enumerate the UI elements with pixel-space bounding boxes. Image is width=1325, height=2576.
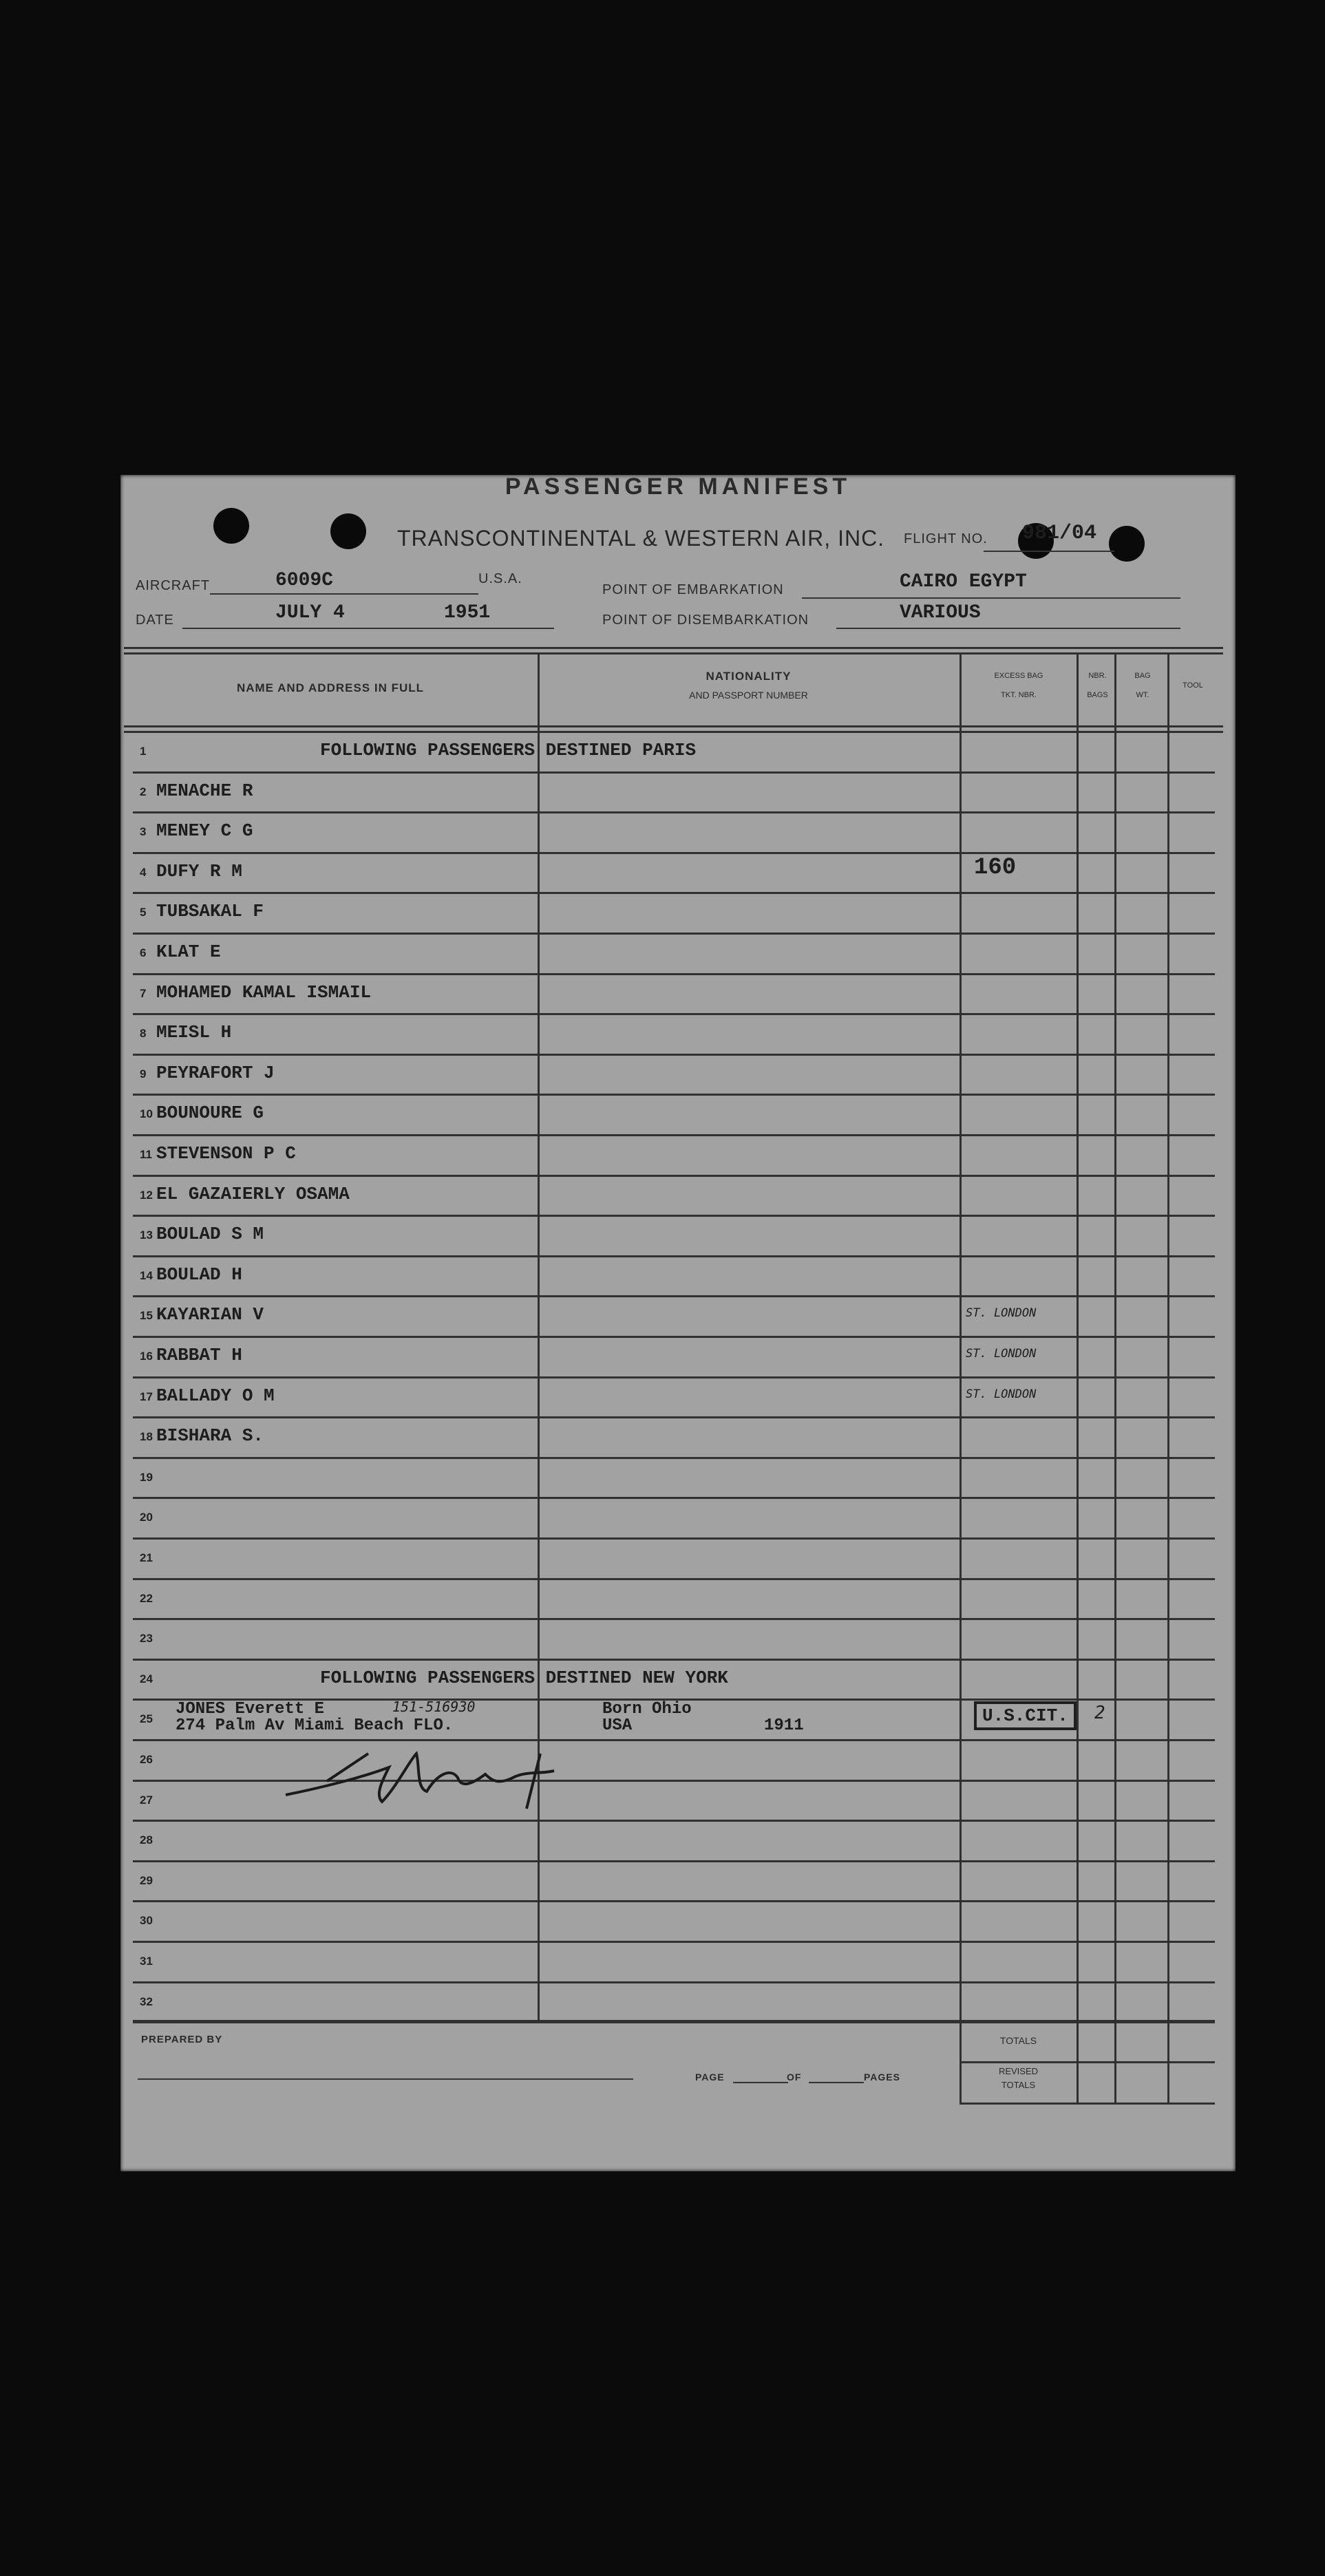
row-rule [133,1659,1215,1661]
column-header-nbr: NBR. [1088,672,1107,680]
row-rule [133,771,1215,774]
bags-count: 2 [1094,1703,1105,1723]
row-number: 30 [140,1914,153,1928]
passenger-name: KLAT E [156,941,221,962]
row-number: 26 [140,1753,153,1766]
destination-heading: FOLLOWING PASSENGERS DESTINED NEW YORK [320,1667,728,1688]
date-label: DATE [136,613,174,628]
row-rule [133,1457,1215,1459]
column-header-ticket: TKT. NBR. [1001,691,1037,699]
passenger-name: EL GAZAIERLY OSAMA [156,1183,350,1204]
disembarkation-label: POINT OF DISEMBARKATION [602,613,809,628]
row-number: 9 [140,1067,147,1081]
aircraft-value: 6009C [275,570,334,591]
row-number: 31 [140,1955,153,1968]
passenger-name: MEISL H [156,1022,232,1043]
passenger-name: DUFY R M [156,860,242,882]
passenger-birth-year: 1911 [764,1716,804,1735]
row-rule [133,1336,1215,1338]
row-rule [133,1537,1215,1540]
punch-hole [330,513,366,549]
row-rule [133,1578,1215,1580]
row-rule [133,1215,1215,1217]
date-month-day: JULY 4 [275,602,345,624]
row-rule [133,933,1215,935]
column-header-wt: WT. [1136,691,1149,699]
passenger-nationality: USA [602,1716,633,1735]
row-number: 32 [140,1994,153,2008]
usa-label: U.S.A. [478,571,522,586]
embarkation-value: CAIRO EGYPT [900,571,1027,593]
column-header-excess: EXCESS BAG [994,672,1043,680]
passenger-name: MENEY C G [156,820,253,842]
passenger-name: STEVENSON P C [156,1143,296,1164]
passenger-name: MOHAMED KAMAL ISMAIL [156,981,372,1003]
passenger-name: RABBAT H [156,1345,242,1365]
us-citizen-stamp: U.S.CIT. [974,1701,1077,1730]
row-rule [133,1900,1215,1902]
row-number: 4 [140,865,147,879]
passenger-address: 274 Palm Av Miami Beach FLO. [176,1716,454,1735]
handwritten-passport-number: 151-516930 [392,1699,476,1715]
row-number: 7 [140,986,147,1000]
totals-label: TOTALS [999,2035,1037,2046]
passenger-name: BOUNOURE G [156,1103,264,1124]
revised-label: REVISED [998,2066,1039,2076]
column-header-passport: AND PASSPORT NUMBER [689,690,808,701]
airline-name: TRANSCONTINENTAL & WESTERN AIR, INC. [397,526,885,551]
flight-number: 981/04 [1022,522,1097,545]
row-rule [133,892,1215,894]
row-rule [133,1860,1215,1862]
passenger-birthplace: Born Ohio [602,1700,692,1718]
row-rule [133,852,1215,854]
column-header-tool: TOOL [1183,681,1203,690]
pages-label: PAGES [864,2072,900,2083]
row-number: 23 [140,1632,153,1646]
row-rule [133,1054,1215,1056]
embarkation-label: POINT OF EMBARKATION [602,582,784,597]
row-number: 5 [140,906,147,919]
manifest-sheet [120,475,1236,2171]
passenger-name: MENACHE R [156,780,253,801]
form-title: PASSENGER MANIFEST [505,473,851,500]
row-number: 11 [140,1148,152,1161]
column-header-bag-wt: BAG [1134,672,1151,680]
row-rule [133,1255,1215,1257]
row-number: 6 [140,946,147,959]
row-rule [133,1134,1215,1136]
row-number: 25 [140,1712,153,1726]
passenger-name: BOULAD S M [156,1224,264,1245]
row-number: 13 [140,1228,153,1242]
punch-hole [1109,526,1145,562]
punch-hole [213,508,249,544]
row-number: 2 [140,785,147,798]
row-rule [133,1820,1215,1822]
row-number: 8 [140,1027,147,1041]
row-rule [133,1295,1215,1297]
row-rule [133,1416,1215,1418]
row-number: 3 [140,825,147,839]
row-number: 29 [140,1873,153,1887]
row-number: 21 [140,1551,153,1564]
prepared-by-label: PREPARED BY [141,2034,223,2045]
revised-totals-label: TOTALS [1001,2080,1036,2090]
of-label: OF [787,2072,802,2083]
column-header-name: NAME AND ADDRESS IN FULL [236,681,425,694]
row-number: 12 [140,1188,153,1202]
row-rule [133,1618,1215,1620]
column-header-nationality: NATIONALITY [706,670,792,683]
row-rule [133,1175,1215,1177]
aircraft-label: AIRCRAFT [136,578,210,593]
destination-heading: FOLLOWING PASSENGERS DESTINED PARIS [320,740,697,760]
passenger-name: JONES Everett E [176,1700,325,1718]
excess-ticket-number: 160 [974,854,1017,881]
flight-label: FLIGHT NO. [904,531,988,546]
row-number: 17 [140,1390,153,1403]
signature-scribble [279,1740,602,1816]
passenger-name: BALLADY O M [156,1385,275,1406]
handwritten-routing-note: ST. LONDON [966,1387,1037,1401]
row-number: 24 [140,1672,153,1685]
row-number: 28 [140,1833,153,1847]
row-number: 14 [140,1268,153,1282]
row-number: 22 [140,1591,153,1605]
passenger-name: BOULAD H [156,1264,242,1285]
row-rule [133,1497,1215,1499]
passenger-name: PEYRAFORT J [156,1062,275,1083]
row-rule [133,1941,1215,1943]
row-rule [133,1376,1215,1379]
row-number: 1 [140,745,147,758]
row-rule [133,1013,1215,1015]
handwritten-routing-note: ST. LONDON [966,1306,1037,1321]
row-number: 19 [140,1470,153,1484]
page-label: PAGE [695,2072,725,2083]
row-rule [133,973,1215,975]
row-number: 10 [140,1107,153,1121]
passenger-name: TUBSAKAL F [156,901,264,922]
passenger-name: BISHARA S. [156,1425,264,1447]
row-number: 27 [140,1793,153,1807]
row-rule [133,811,1215,813]
disembarkation-value: VARIOUS [900,602,981,624]
row-rule [133,1981,1215,1983]
row-number: 16 [140,1350,153,1363]
row-number: 18 [140,1430,153,1444]
column-header-bags: BAGS [1087,691,1108,699]
row-number: 15 [140,1309,153,1323]
handwritten-routing-note: ST. LONDON [966,1347,1037,1361]
row-rule [133,1094,1215,1096]
row-number: 20 [140,1511,153,1524]
date-year: 1951 [444,602,491,624]
passenger-name: KAYARIAN V [156,1304,264,1326]
